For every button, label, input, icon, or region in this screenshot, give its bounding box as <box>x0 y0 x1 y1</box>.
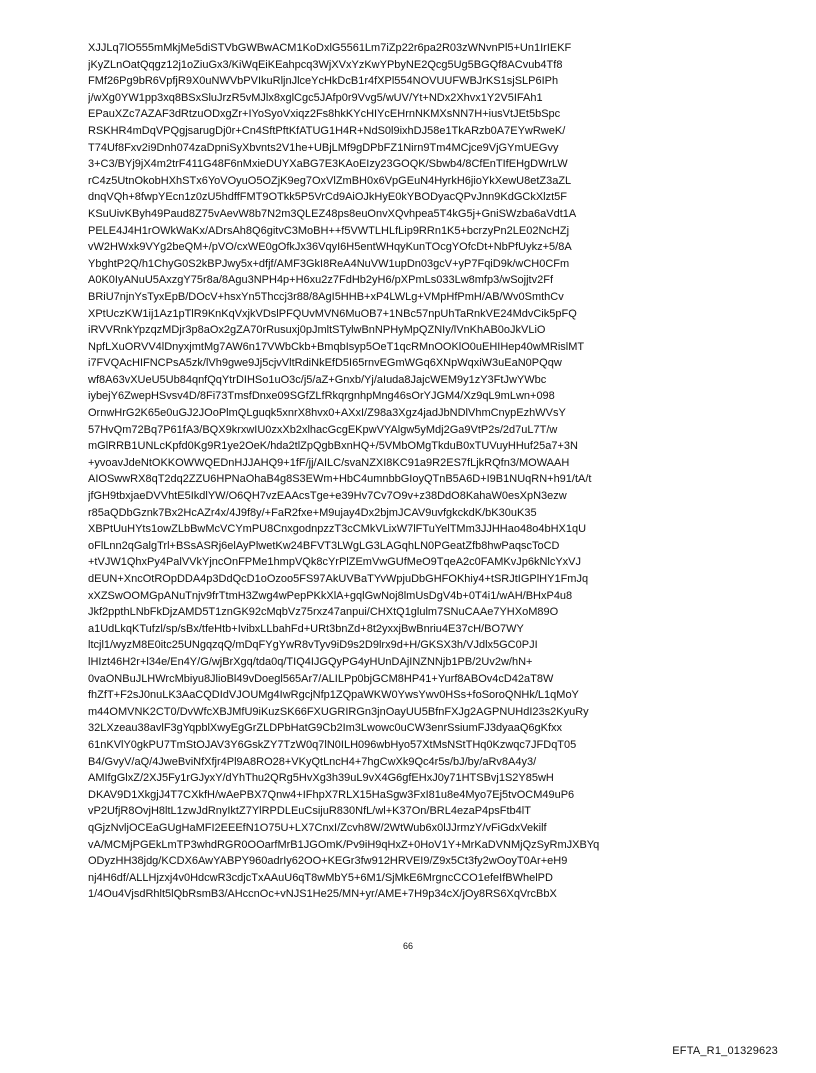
text-line: FMf26Pg9bR6VpfjR9X0uNWVbPVIkuRljnJlceYcHkDcB1r4fXPl554NOVUUFWBJrKS1sjSLP6IPh <box>88 75 559 88</box>
text-line: 0vaONBuJLHWrcMbiyu8JlioBl49vDoegl565Ar7/ALILPp0bjGCM8HP41+Yurf8ABOv4cD42aT8W <box>88 672 554 685</box>
text-line: XBPtUuHYts1owZLbBwMcVCYmPU8CnxgodnpzzT3cCMkVLixW7lFTuYelTMm3JJHHao48o4bHX1qU <box>88 523 587 536</box>
text-line: NpfLXuORVV4lDnyxjmtMg7AW6n17VWbCkb+BmqbIsyp5OeT1qcRMnOOKlO0uEHIHep40wMRislMT <box>88 340 585 353</box>
text-line: 61nKVlY0gkPU7TmStOJAV3Y6GskZY7TzW0q7lN0ILH096wbHyo57XtMsNStTHq0Kzwqc7JFDqT05 <box>88 738 577 751</box>
text-line: iybejY6ZwepHSvsv4D/8Fi73TmsfDnxe09SGfZLfRkqrgnhpMng46sOrYJGM4/Xz9qL9mLwn+098 <box>88 390 555 403</box>
text-line: BRiU7njnYsTyxEpB/DOcV+hsxYn5Thccj3r88/8AgI5HHB+xP4LWLg+VMpHfPmH/AB/Wv0SmthCv <box>88 290 564 303</box>
page-number: 66 <box>402 941 413 951</box>
text-line: EPauXZc7AZAF3dRtzuODxgZr+IYoSyoVxiqz2Fs8hkKYcHIYcEHrnNKMXsNN7H+iusVtJEt5bSpc <box>88 108 561 121</box>
text-line: AMIfgGlxZ/2XJ5Fy1rGJyxY/dYhThu2QRg5HvXg3h39uL9vX4G6gfEHxJ0y71HTSBvj1S2Y85wH <box>88 772 554 785</box>
text-line: m44OMVNK2CT0/DvWfcXBJMfU9iKuzSK66FXUGRIRGn3jnOayUU5BfnFXJg2AGPNUHdI23s2KyuRy <box>88 705 589 718</box>
text-line: jfGH9tbxjaeDVVhtE5IkdlYW/O6QH7vzEAAcsTge+e39Hv7Cv7O9v+z38DdO8KahaW0esXpN3ezw <box>88 490 567 503</box>
text-line: KSuUivKByh49Paud8Z75vAevW8b7N2m3QLEZ48ps8euOnvXQvhpea5T4kG5j+GniSWzba6aVdt1A <box>88 207 577 220</box>
text-line: nj4H6df/ALLHjzxj4v0HdcwR3cdjcTxAAuU6qT8wMbY5+6M1/SjMkE6MrgncCCO1efeIfBWhelPD <box>88 871 553 884</box>
text-line: j/wXg0YW1pp3xq8BSxSluJrzR5vMJlx8xglCgc5JAfp0r9Vvg5/wUV/Yt+NDx2Xhvx1Y2V5IFAh1 <box>88 91 543 104</box>
text-line: dEUN+XncOtROpDDA4p3DdQcD1oOzoo5FS97AkUVBaTYvWpjuDbGHFOKhiy4+tSRJtIGPlHY1FmJq <box>88 573 589 585</box>
text-line: mGlRRB1UNLcKpfd0Kg9R1ye2OeK/hda2tlZpQgbBxnHQ+/5VMbOMgTkduB0xTUVuyHHuf25a7+3N <box>88 440 578 453</box>
text-line: xXZSwOOMGpANuTnjv9frTtmH3Zwg4wPepPKkXlA+gqlGwNoj8lmUsDgV4b+0T4i1/wAH/BHxP4u8 <box>88 589 573 602</box>
text-line: 1/4Ou4VjsdRhlt5lQbRsmB3/AHccnOc+vNJS1He25/MN+yr/AME+7H9p34cX/jOy8RS6XqVrcBbX <box>88 888 557 901</box>
text-line: a1UdLkqKTufzl/sp/sBx/tfeHtb+IvibxLLbahFd+URt3bnZd+8t2yxxjBwBnriu4E37cH/BO7WY <box>88 622 524 635</box>
text-line: YbghtP2Q/h1ChyG0S2kBPJwy5x+dfjf/AMF3GkI8ReA4NuVW1upDn03gcV+yP7FqiD9k/wCH0CFm <box>88 257 570 270</box>
text-line: 57HvQm72Bq7P61fA3/BQX9krxwIU0zxXb2xlhacGcgEKpwVYAlgw5yMdj2Ga9VtP2s/2d7uL7T/w <box>88 423 558 436</box>
text-line: wf8A63vXUeU5Ub84qnfQqYtrDIHSo1uO3c/j5/aZ+Gnxb/Yj/aIuda8JajcWEM9y1zY3FtJwYWbc <box>88 373 547 386</box>
document-id: EFTA_R1_01329623 <box>672 1045 778 1057</box>
text-line: +yvoavJdeNtOKKOWWQEDnHJJAHQ9+1fF/jj/AILC/svaNZXI8KC91a9R2ES7fLjkRQfn3/MOWAAH <box>88 456 570 469</box>
text-line: vA/MCMjPGEkLmTP3whdRGR0OOarfMrB1JGOmK/Pv9iH9qHxZ+0HoV1Y+MrKaDVNMjQzSyRmJXBYq <box>88 838 600 851</box>
text-line: ODyzHH38jdg/KCDX6AwYABPY960adrIy62OO+KEGr3fw912HRVEI9/Z9x5Ct3fy2wOoyT0Ar+eH9 <box>88 855 568 868</box>
text-line: qGjzNvljOCEaGUgHaMFI2EEEfN1O75U+LX7CnxI/Zcvh8W/2WtWub6x0lJJrmzY/vFiGdxVekilf <box>88 821 547 834</box>
text-line: A0K0IyANuU5AxzgY75r8a/8Agu3NPH4p+H6xu2z7FdHb2yH6/pXPmLs033Lw8mfp3/wSojjtv2Ff <box>88 274 553 287</box>
text-line: 32LXzeau38avlF3gYqpblXwyEgGrZLDPbHatG9Cb2Im3Lwowc0uCW3enrSsiumFJ3dyaaQ6gKfxx <box>88 722 563 735</box>
text-line: lHIzt46H2r+l34e/En4Y/G/wjBrXgq/tda0q/TIQ4IJGQyPG4yHUnDAjINZNNjb1PB/2Uv2w/hN+ <box>88 655 533 668</box>
text-line: AIOSwwRX8qT2dq2ZZU6HPNaOhaB4g8S3EWm+HbC4umnbbGIoyQTnB5A6D+I9B1NUqRN+h91/tA/t <box>88 473 592 486</box>
text-line: OrnwHrG2K65e0uGJ2JOoPlmQLguqk5xnrX8hvx0+AXxI/Z98a3Xgz4jadJbNDlVhmCnypEzhWVsY <box>88 407 566 420</box>
text-line: vP2UfjR8OvjH8ltL1zwJdRnyIktZ7YlRPDLEuCsijuR830NfL/wl+K37On/BRL4ezaP4psFtb4lT <box>88 805 531 818</box>
text-line: DKAV9D1XkgjJ4T7CXkfH/wAePBX7Qnw4+IFhpX7RLX15HaSgw3FxI81u8e4Myo7Ej5tvOCM49uP6 <box>88 788 575 801</box>
text-line: ltcjl1/wyzM8E0itc25UNgqzqQ/mDqFYgYwR8vTyv9iD9s2D9lrx9d+H/GKSX3h/VJdlx5GC0PJI <box>88 639 538 652</box>
text-line: RSKHR4mDqVPQgjsarugDj0r+Cn4SftPftKfATUG1H4R+NdS0l9ixhDJ58e1TkARzb0A7EYwRweK/ <box>88 124 566 137</box>
text-line: PELE4J4H1rOWkWaKx/ADrsAh8Q6gitvC3MoBH++f5VWTLHLfLip9RRn1K5+bcrzyPn2LE02NcHZj <box>88 224 570 237</box>
text-line: rC4z5UtnOkobHXhSTx6YoVOyuO5OZjK9eg7OxVlZmBH0x6VpGEuN4HyrkH6jioYkXewU8etZ3aZL <box>88 174 572 187</box>
encoded-text-block <box>88 40 728 903</box>
text-line: iRVVRnkYpzqzMDjr3p8aOx2gZA70rRusuxj0pJmltSTylwBnNPHyMpQZNIy/lVnKhAB0oJkVLiO <box>88 324 546 337</box>
text-line: oFlLnn2qGalgTrl+BSsASRj6elAyPlwetKw24BFVT3LWgLG3LAGqhLN0PGeatZfb8hwPaqscToCD <box>88 539 560 552</box>
text-line: vW2HWxk9VYg2beQM+/pVO/cxWE0gOfkJx36VqyI6H5entWHqyKunTOcgYOfcDt+NbPfUykz+5/8A <box>88 241 572 254</box>
text-line: XJJLq7lO555mMkjMe5diSTVbGWBwACM1KoDxlG5561Lm7iZp22r6pa2R03zWNvnPl5+Un1IrIEKF <box>88 42 572 54</box>
text-line: Jkf2ppthLNbFkDjzAMD5T1znGK92cMqbVz75rxz47anpui/CHXtQ1glulm7SNuCAAe7YHXoM89O <box>88 606 559 619</box>
text-line: T74Uf8Fxv2i9Dnh074zaDpniSyXbvnts2V1he+UBjLMf9gDPbFZ1Nirn9Tm4MCjce9VjGYmUEGvy <box>88 141 559 154</box>
text-line: dnqVQh+8fwpYEcn1z0zU5hdffFMT9OTkk5P5VrCd9AiOJkHyE0kYBODyacQPvJnn9KdGCkXlzt5F <box>88 191 567 204</box>
text-line: B4/GvyV/aQ/4JweBviNfXfjr4Pl9A8RO28+VKyQtLncH4+7hgCwXk9Qc4r5s/bJ/by/aRv8A4y3/ <box>88 755 537 768</box>
text-line: XPtUczKW1ij1Az1pTlR9KnKqVxjkVDslPFQUvMVN6MuOB7+1NBc57npUhTaRnkVE24MdvCik5pFQ <box>88 307 577 320</box>
text-line: jKyZLnOatQqgz12j1oZiuGx3/KiWqEiKEahpcq3WjXVxYzKwYPbyNE2Qcg5Ug5BGQf8ACvub4Tf8 <box>88 58 563 71</box>
text-line: i7FVQAcHIFNCPsA5zk/lVh9gwe9Jj5cjvVltRdiNkEfD5I65rnvEGmWGq6XNpWqxiW3uEaN0PQqw <box>88 357 562 370</box>
text-line: 3+C3/BYj9jX4m2trF411G48F6nMxieDUYXaBG7E3KAoEIzy23GOQK/Sbwb4/8CfEnTIfEHgDWrLW <box>88 158 568 171</box>
text-line: +tVJW1QhxPy4PalVVkYjncOnFPMe1hmpVQk8cYrPlZEmVwGUfMeO9TqeA2c0FAMKvJp6kNlcYxVJ <box>88 556 582 569</box>
text-line: r85aQDbGznk7Bx2HcAZr4x/4J9f8y/+FaR2fxe+M9ujay4Dx2bjmJCAV9uvfgkckdK/bK30uK35 <box>88 506 537 519</box>
text-line: fhZfT+F2sJ0nuLK3AaCQDIdVJOUMg4IwRgcjNfp1ZQpaWKW0YwsYwv0HSs+foSoroQNHk/L1qMoY <box>88 689 579 702</box>
